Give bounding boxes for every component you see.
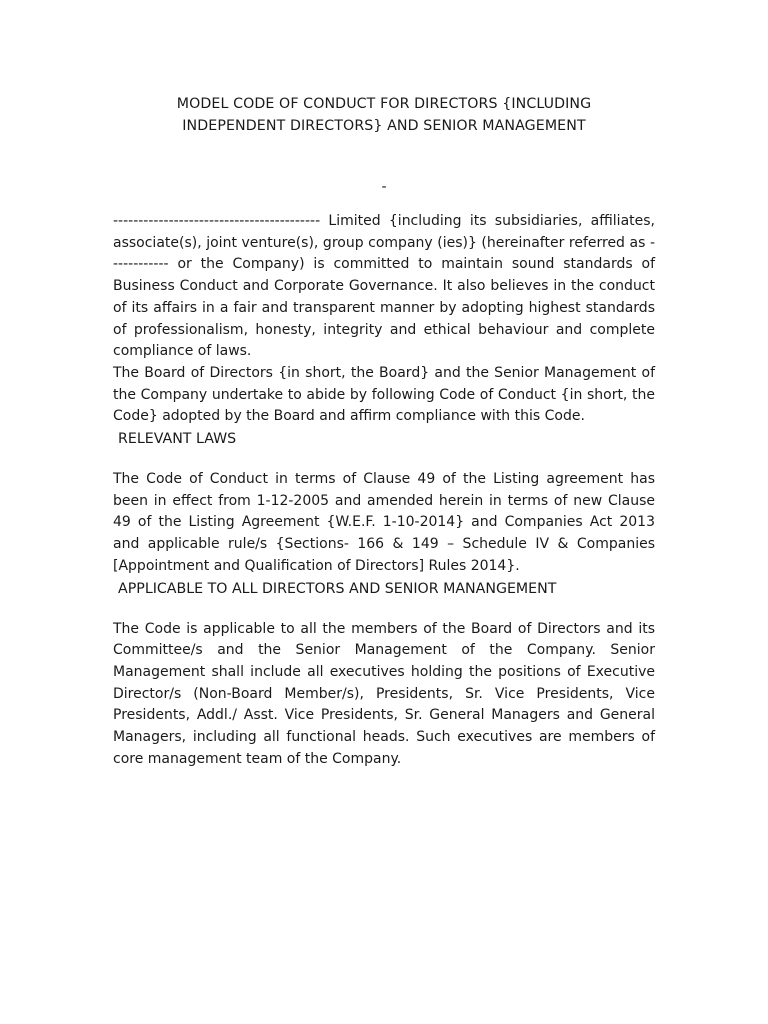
- applicable-heading: APPLICABLE TO ALL DIRECTORS AND SENIOR MANANGEMENT: [118, 580, 557, 597]
- title-line-2: INDEPENDENT DIRECTORS} AND SENIOR MANAGEMENT: [182, 118, 586, 134]
- title-line-1: MODEL CODE OF CONDUCT FOR DIRECTORS {INCLUDING: [176, 96, 592, 112]
- document-body: [113, 93, 655, 770]
- separator-dash: -: [381, 179, 387, 195]
- board-paragraph: The Board of Directors {in short, the Board} and the Senior Management of the Company undertake to abide by following Code of Conduct {in short, the Code} adopted by the Board and affirm compliance with this Code.: [113, 364, 655, 425]
- intro-paragraph: ----------------------------------------- Limited {including its subsidiaries, affiliates, associate(s), joint venture(s), group company (ies)} (hereinafter referred as ------------ or the Company) is committed to maintain sound standards of Business Conduct and Corporate Governance. It also believes in the conduct of its affairs in a fair and transparent manner by adopting highest standards of professionalism, honesty, integrity and ethical behaviour and complete compliance of laws.: [113, 213, 655, 360]
- relevant-laws-heading: RELEVANT LAWS: [118, 431, 237, 448]
- relevant-laws-paragraph: The Code of Conduct in terms of Clause 49 of the Listing agreement has been in effect from 1-12-2005 and amended herein in terms of new Clause 49 of the Listing Agreement {W.E.F. 1-10-2014} and Companies Act 2013 and applicable rule/s {Sections- 166 & 149 – Schedule IV & Companies [Appointment and Qualification of Directors] Rules 2014}.: [113, 471, 655, 574]
- document-title: [113, 93, 655, 137]
- applicable-paragraph: The Code is applicable to all the members of the Board of Directors and its Committee/s and the Senior Management of the Company. Senior Management shall include all executives holding the positions of Executive Director/s (Non-Board Member/s), Presidents, Sr. Vice Presidents, Vice Presidents, Addl./ Asst. Vice Presidents, Sr. General Managers and General Managers, including all functional heads. Such executives are members of core management team of the Company.: [113, 620, 655, 767]
